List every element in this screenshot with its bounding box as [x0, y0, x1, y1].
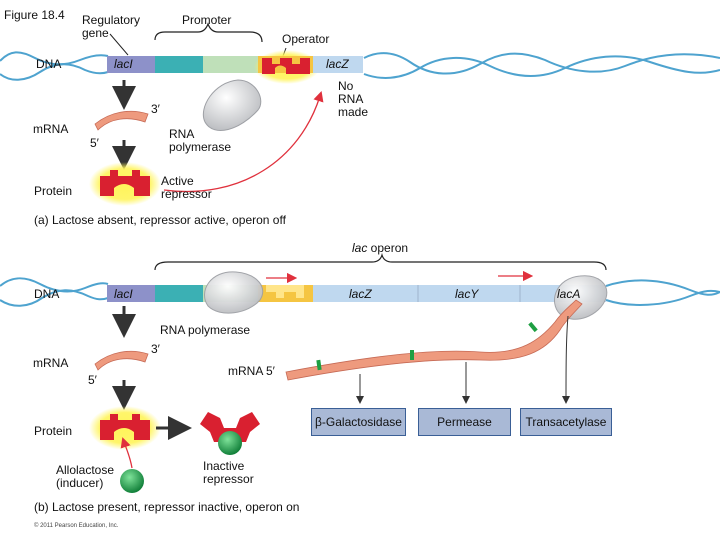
rna-polymerase-label-a: RNA polymerase [169, 127, 232, 154]
lac-operon-label-rest: operon [367, 241, 409, 255]
mrna-marker-2 [410, 350, 414, 360]
protein-label-b: Protein [34, 424, 73, 438]
allolactose-label: Allolactose (inducer) [56, 463, 115, 490]
dna-label-a: DNA [36, 57, 62, 71]
dna-strand-right-b2 [606, 291, 720, 305]
inactive-repressor-label: Inactive repressor [203, 459, 254, 486]
lac-operon-label-italic: lac [352, 241, 368, 255]
promoter-a [155, 56, 203, 73]
lac-operon-label [352, 242, 408, 255]
lacz-label-a: lacZ [326, 57, 349, 71]
caption-b: (b) Lactose present, repressor inactive, operon on [34, 500, 300, 514]
caption-a: (a) Lactose absent, repressor active, operon off [34, 213, 286, 227]
three-prime-label-a: 3′ [151, 102, 160, 116]
dna-label-b: DNA [34, 287, 60, 301]
mrna-marker-3 [528, 322, 537, 332]
bound-repressor-a [262, 58, 310, 74]
no-rna-made-label: No RNA made [338, 79, 369, 119]
product-transacetylase: Transacetylase [520, 408, 612, 436]
five-prime-label-b: 5′ [88, 373, 97, 387]
rna-polymerase-a [203, 80, 260, 131]
rna-polymerase-label-b: RNA polymerase [160, 323, 251, 337]
mrna-label-a: mRNA [33, 122, 69, 136]
promoter-b [155, 285, 203, 302]
product-permease: Permease [418, 408, 511, 436]
lac-operon-brace [155, 255, 606, 270]
arrow-to-transacetylase [566, 316, 568, 400]
mrna-a [95, 111, 148, 130]
mrna-label-b: mRNA [33, 356, 69, 370]
lacz-label-b: lacZ [349, 287, 372, 301]
rna-polymerase-b1 [204, 272, 262, 313]
regulatory-gene-label: Regulatory gene [82, 13, 141, 40]
bound-allolactose [218, 431, 242, 455]
product-beta-galactosidase: β-Galactosidase [311, 408, 406, 436]
protein-label-a: Protein [34, 184, 73, 198]
mrna-5prime-label-b: mRNA 5′ [228, 364, 275, 378]
laci-label-b: lacI [114, 287, 133, 301]
allolactose-molecule [120, 469, 144, 493]
polycistronic-mrna [286, 300, 582, 380]
five-prime-label-a: 5′ [90, 136, 99, 150]
laci-label-a: lacI [114, 57, 133, 71]
three-prime-label-b: 3′ [151, 342, 160, 356]
promoter-light-a [203, 56, 258, 73]
operator-label: Operator [282, 32, 330, 46]
promoter-label: Promoter [182, 13, 232, 27]
active-repressor-label: Active repressor [161, 174, 212, 201]
lacy-label-b: lacY [455, 287, 479, 301]
copyright-notice: © 2011 Pearson Education, Inc. [34, 523, 119, 529]
laca-label-b: lacA [557, 287, 581, 301]
figure-label: Figure 18.4 [4, 8, 65, 22]
mrna-laci-b [95, 351, 148, 370]
